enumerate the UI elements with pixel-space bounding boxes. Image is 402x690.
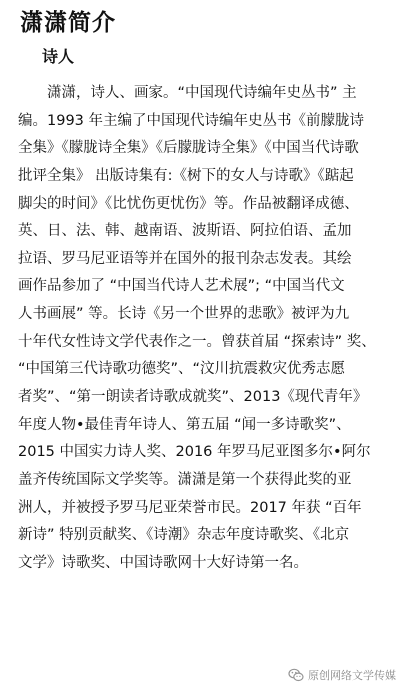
article-title: 潇潇简介: [20, 10, 116, 36]
body-line: 批评全集》 出版诗集有:《树下的女人与诗歌》《踮起: [18, 167, 354, 184]
body-line: 人书画展” 等。长诗《另一个世界的悲歌》被评为九: [18, 306, 350, 323]
body-line: 全集》《朦胧诗全集》《后朦胧诗全集》《中国当代诗歌: [18, 140, 359, 157]
body-line: 脚尖的时间》《比忧伤更忧伤》等。作品被翻译成德、: [18, 195, 359, 212]
body-line: 者奖”、“第一朗读者诗歌成就奖”、2013《现代青年》: [18, 389, 368, 406]
article-body: [18, 80, 388, 578]
watermark: [288, 667, 396, 683]
body-line: 洲人，并被授予罗马尼亚荣誉市民。2017 年获 “百年: [18, 499, 362, 516]
body-line: 文学》诗歌奖、中国诗歌网十大好诗第一名。: [18, 554, 308, 571]
body-line: “中国第三代诗歌功德奖”、“汶川抗震救灾优秀志愿: [18, 361, 346, 378]
body-line: 画作品参加了 “中国当代诗人艺术展”; “中国当代文: [18, 278, 345, 295]
body-line: 英、日、法、韩、越南语、波斯语、阿拉伯语、孟加: [18, 223, 352, 240]
body-line: 年度人物•最佳青年诗人、第五届 “闻一多诗歌奖”、: [18, 416, 351, 433]
watermark-text: 原创网络文学传媒: [308, 669, 396, 682]
body-line: 新诗” 特别贡献奖、《诗潮》杂志年度诗歌奖、《北京: [18, 527, 350, 544]
body-line: 编。1993 年主编了中国现代诗编年史丛书《前朦胧诗: [18, 112, 365, 129]
body-line: 十年代女性诗文学代表作之一。曾获首届 “探索诗” 奖、: [18, 333, 376, 350]
wechat-icon: [288, 667, 304, 683]
body-line: 拉语、罗马尼亚语等并在国外的报刊杂志发表。其绘: [18, 250, 352, 267]
body-line: 潇潇，诗人、画家。“中国现代诗编年史丛书” 主: [18, 85, 357, 101]
article-subtitle: 诗人: [42, 47, 75, 66]
body-line: 2015 中国实力诗人奖、2016 年罗马尼亚图多尔•阿尔: [18, 444, 371, 461]
body-line: 盖齐传统国际文学奖等。潇潇是第一个获得此奖的亚: [18, 471, 352, 488]
